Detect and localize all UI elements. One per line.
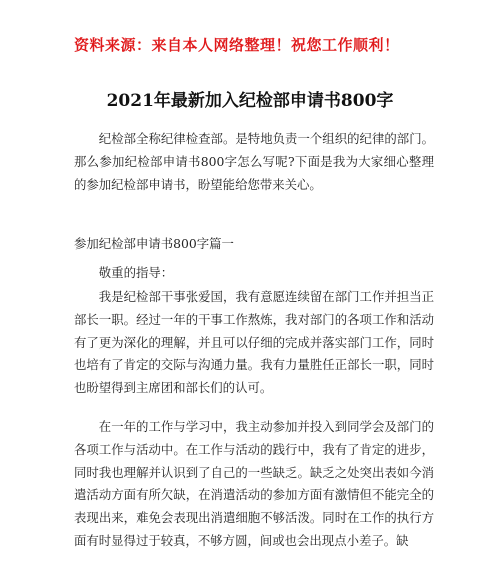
document-title: 2021年最新加入纪检部申请书800字 — [106, 91, 394, 111]
section-heading: 参加纪检部申请书800字篇一 — [74, 236, 234, 251]
salutation: 敬重的指导： — [98, 265, 174, 280]
body-paragraph: 在一年的工作与学习中，我主动参加并投入到同学会及部门的各项工作与活动中。在工作与活动的践行中，我有了肯定的进步，同时我也理解并认识到了自己的一些缺乏。缺乏之处突出表如今消遣活动方面有所欠缺，在消遣活动的参加方面有激情但不能完全的表现出来，难免会表现出消遣细胞不够活泼。同时在工作的执行方面有时显得过于较真，不够方圆，间或也会出现点小差子。缺 — [74, 419, 434, 548]
body-paragraph: 我是纪检部干事张爱国，我有意愿连续留在部门工作并担当正部长一职。经过一年的干事工作熬炼，我对部门的各项工作和活动有了更为深化的理解，并且可以仔细的完成并落实部门工作，同时也培有了肯定的交际与沟通力量。我有力量胜任正部长一职，同时也盼望得到主席团和部长们的认可。 — [74, 289, 434, 396]
intro-paragraph: 纪检部全称纪律检查部。是特地负责一个组织的纪律的部门。那么参加纪检部申请书800字怎么写呢?下面是我为大家细心整理的参加纪检部申请书，盼望能给您带来关心。 — [74, 131, 434, 192]
source-banner: 资料来源：来自本人网络整理！祝您工作顺利！ — [74, 36, 400, 54]
